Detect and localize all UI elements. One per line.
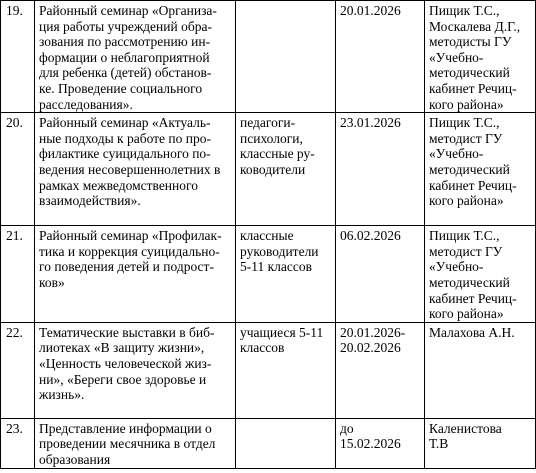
participants-cell: учащиеся 5-11 классов	[236, 322, 336, 418]
event-cell: Представление информации о проведении месячника в отдел образования	[35, 418, 236, 468]
event-cell: Районный семинар «Профилак- тика и коррекция суицидально- го поведения детей и подрост- ков»	[35, 226, 236, 323]
participants-cell: педагоги- психологи, классные ру- ководители	[236, 113, 336, 226]
participants-cell	[236, 1, 336, 113]
date-cell: 06.02.2026	[336, 226, 425, 323]
row-number: 21.	[1, 226, 35, 323]
date-cell: 20.01.2026- 20.02.2026	[336, 322, 425, 418]
table-row	[1, 322, 536, 418]
responsible-cell: Пищик Т.С., методист ГУ «Учебно- методический кабинет Речиц- кого района»	[425, 226, 536, 323]
date-cell: 23.01.2026	[336, 113, 425, 226]
event-cell: Тематические выставки в биб- лиотеках «В защиту жизни», «Ценность человеческой жиз- ни», «Береги свое здоровье и жизнь».	[35, 322, 236, 418]
event-cell: Районный семинар «Организа- ция работы учреждений обра- зования по рассмотрению ин- формации о неблагоприятной для ребенка (детей) обстанов- ке. Проведение социального расследования».	[35, 1, 236, 113]
responsible-cell: Малахова А.Н.	[425, 322, 536, 418]
table-row	[1, 113, 536, 226]
date-cell: 20.01.2026	[336, 1, 425, 113]
table-row	[1, 1, 536, 113]
table-row	[1, 226, 536, 323]
row-number: 22.	[1, 322, 35, 418]
responsible-cell: Пищик Т.С., Москалева Д.Г., методисты ГУ «Учебно- методический кабинет Речиц- кого района»	[425, 1, 536, 113]
date-cell: до 15.02.2026	[336, 418, 425, 468]
table-row	[1, 418, 536, 468]
row-number: 20.	[1, 113, 35, 226]
participants-cell	[236, 418, 336, 468]
responsible-cell: Пищик Т.С., методист ГУ «Учебно- методический кабинет Речиц- кого района»	[425, 113, 536, 226]
row-number: 19.	[1, 1, 35, 113]
row-number: 23.	[1, 418, 35, 468]
responsible-cell: Каленистова Т.В	[425, 418, 536, 468]
event-cell: Районный семинар «Актуаль- ные подходы к работе по про- филактике суицидального по- ведения несовершеннолетних в рамках межведомственного взаимодействия».	[35, 113, 236, 226]
participants-cell: классные руководители 5-11 классов	[236, 226, 336, 323]
